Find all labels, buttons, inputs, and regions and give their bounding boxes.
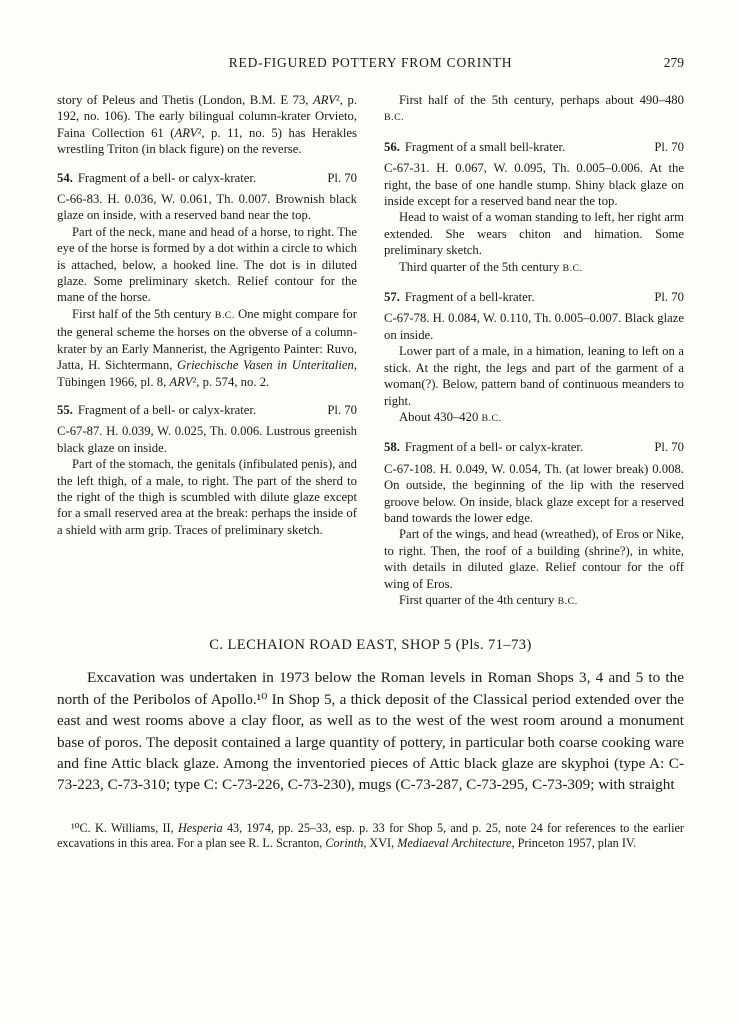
left-column: [57, 92, 357, 610]
entry-measurements: C-67-78. H. 0.084, W. 0.110, Th. 0.005–0.007. Black glaze on inside.: [384, 311, 684, 342]
entry-title-text: Fragment of a bell-krater.: [404, 290, 535, 305]
entry-number: 54.: [57, 170, 73, 185]
section-paragraph: Excavation was undertaken in 1973 below the Roman levels in Roman Shops 3, 4 and 5 to the north of the Peribolos of Apollo.¹⁰ In Shop 5, a thick deposit of the Classical period extended over the east and west rooms above a clay floor, as well as to the west of the west room around a monument base of poros. The deposit contained a large quantity of pottery, in particular both coarse cooking ware and fine Attic black glaze. Among the inventoried pieces of Attic black glaze are skyphoi (type A: C-73-223, C-73-310; type C: C-73-226, C-73-230), mugs (C-73-287, C-73-295, C-73-309; with straight: [57, 669, 684, 794]
continuation-paragraph: story of Peleus and Thetis (London, B.M. E 73, ARV², p. 192, no. 106). The early bilingual column-krater Orvieto, Faina Collection 61 (ARV², p. 11, no. 5) has Herakles wrestling Triton (in black figure) on the reverse.: [57, 93, 357, 157]
entry-title: [384, 139, 565, 155]
entry-description: Part of the neck, mane and head of a horse, to right. The eye of the horse is formed by a dot within a circle to which is attached, below, a hooked line. The dot is in diluted glaze. Some preliminary sketch. Relief contour for the mane of the horse.: [57, 224, 357, 305]
entry-description: Part of the stomach, the genitals (infibulated penis), and the left thigh, of a male, to right. The part of the sherd to the right of the thigh is scumbled with dilute glaze except for a small reserved area at the break: perhaps the inside of a shield with arm grip. Traces of preliminary sketch.: [57, 457, 357, 537]
footnote: ¹⁰C. K. Williams, II, Hesperia 43, 1974, pp. 25–33, esp. p. 33 for Shop 5, and p. 25, note 24 for references to the earlier excavations in this area. For a plan see R. L. Scranton, Corinth, XVI, Mediaeval Architecture, Princeton 1957, plan IV.: [57, 820, 684, 851]
catalog-entry-55: [57, 402, 357, 538]
section-heading: C. LECHAION ROAD EAST, SHOP 5 (Pls. 71–73): [209, 637, 532, 654]
entry-measurements: C-66-83. H. 0.036, W. 0.061, Th. 0.007. Brownish black glaze on inside, with a reserved band near the top.: [57, 192, 357, 223]
plate-reference: Pl. 70: [327, 402, 357, 417]
entry-measurements: C-67-87. H. 0.039, W. 0.025, Th. 0.006. Lustrous greenish black glaze on inside.: [57, 424, 357, 455]
page-header: [57, 55, 684, 72]
entry-heading: [384, 139, 684, 155]
entry-date: First quarter of the 4th century B.C.: [399, 592, 578, 607]
entry-title: [384, 289, 535, 305]
entry-date: About 430–420 B.C.: [399, 409, 502, 424]
entry-title-text: Fragment of a small bell-krater.: [404, 139, 566, 154]
right-column: [384, 92, 684, 610]
catalog-entry-58: [384, 439, 684, 610]
plate-reference: Pl. 70: [654, 139, 684, 154]
entry-title-text: Fragment of a bell- or calyx-krater.: [77, 170, 257, 185]
entry-description: Part of the wings, and head (wreathed), of Eros or Nike, to right. Then, the roof of a building (shrine?), in white, with details in diluted glaze. Relief contour for the off wing of Eros.: [384, 527, 684, 591]
running-title: RED-FIGURED POTTERY FROM CORINTH: [228, 55, 513, 70]
entry-title-text: Fragment of a bell- or calyx-krater.: [404, 440, 584, 455]
text-columns: [57, 92, 684, 610]
entry-heading: [384, 289, 684, 305]
entry-dating-comparanda: First half of the 5th century B.C. One might compare for the general scheme the horses on the obverse of a column-krater by an Early Mannerist, the Agrigento Painter: Ruvo, Jatta, H. Sichtermann, Griechische Vasen in Unteritalien, Tübingen 1966, pl. 8, ARV², p. 574, no. 2.: [57, 306, 357, 389]
plate-reference: Pl. 70: [327, 170, 357, 185]
entry-heading: [57, 170, 357, 186]
entry-title-text: Fragment of a bell- or calyx-krater.: [77, 402, 257, 417]
entry-number: 57.: [384, 290, 400, 305]
catalog-entry-56: [384, 139, 684, 277]
entry-date-continuation: First half of the 5th century, perhaps about 490–480 B.C.: [384, 93, 684, 124]
page-number: 279: [663, 55, 684, 70]
entry-date: Third quarter of the 5th century B.C.: [399, 259, 583, 274]
plate-reference: Pl. 70: [654, 290, 684, 305]
entry-heading: [57, 402, 357, 418]
entry-title: [57, 402, 256, 418]
catalog-entry-54: [57, 170, 357, 390]
entry-measurements: C-67-31. H. 0.067, W. 0.095, Th. 0.005–0.006. At the right, the base of one handle stump. Shiny black glaze on inside except for a reserved band near the top.: [384, 161, 684, 209]
entry-measurements: C-67-108. H. 0.049, W. 0.054, Th. (at lower break) 0.008. On outside, the beginning of the lip with the reserved groove below. On inside, black glaze except for a reserved band towards the lower edge.: [384, 461, 684, 525]
entry-number: 56.: [384, 139, 400, 154]
entry-number: 55.: [57, 402, 73, 417]
entry-title: [57, 170, 256, 186]
catalog-entry-57: [384, 289, 684, 427]
entry-heading: [384, 439, 684, 455]
entry-description: Head to waist of a woman standing to left, her right arm extended. She wears chiton and himation. Some preliminary sketch.: [384, 210, 684, 258]
entry-number: 58.: [384, 440, 400, 455]
entry-title: [384, 439, 583, 455]
plate-reference: Pl. 70: [654, 440, 684, 455]
entry-description: Lower part of a male, in a himation, leaning to left on a stick. At the right, the legs and part of the garment of a woman(?). Below, pattern band of continuous meanders to right.: [384, 344, 684, 408]
